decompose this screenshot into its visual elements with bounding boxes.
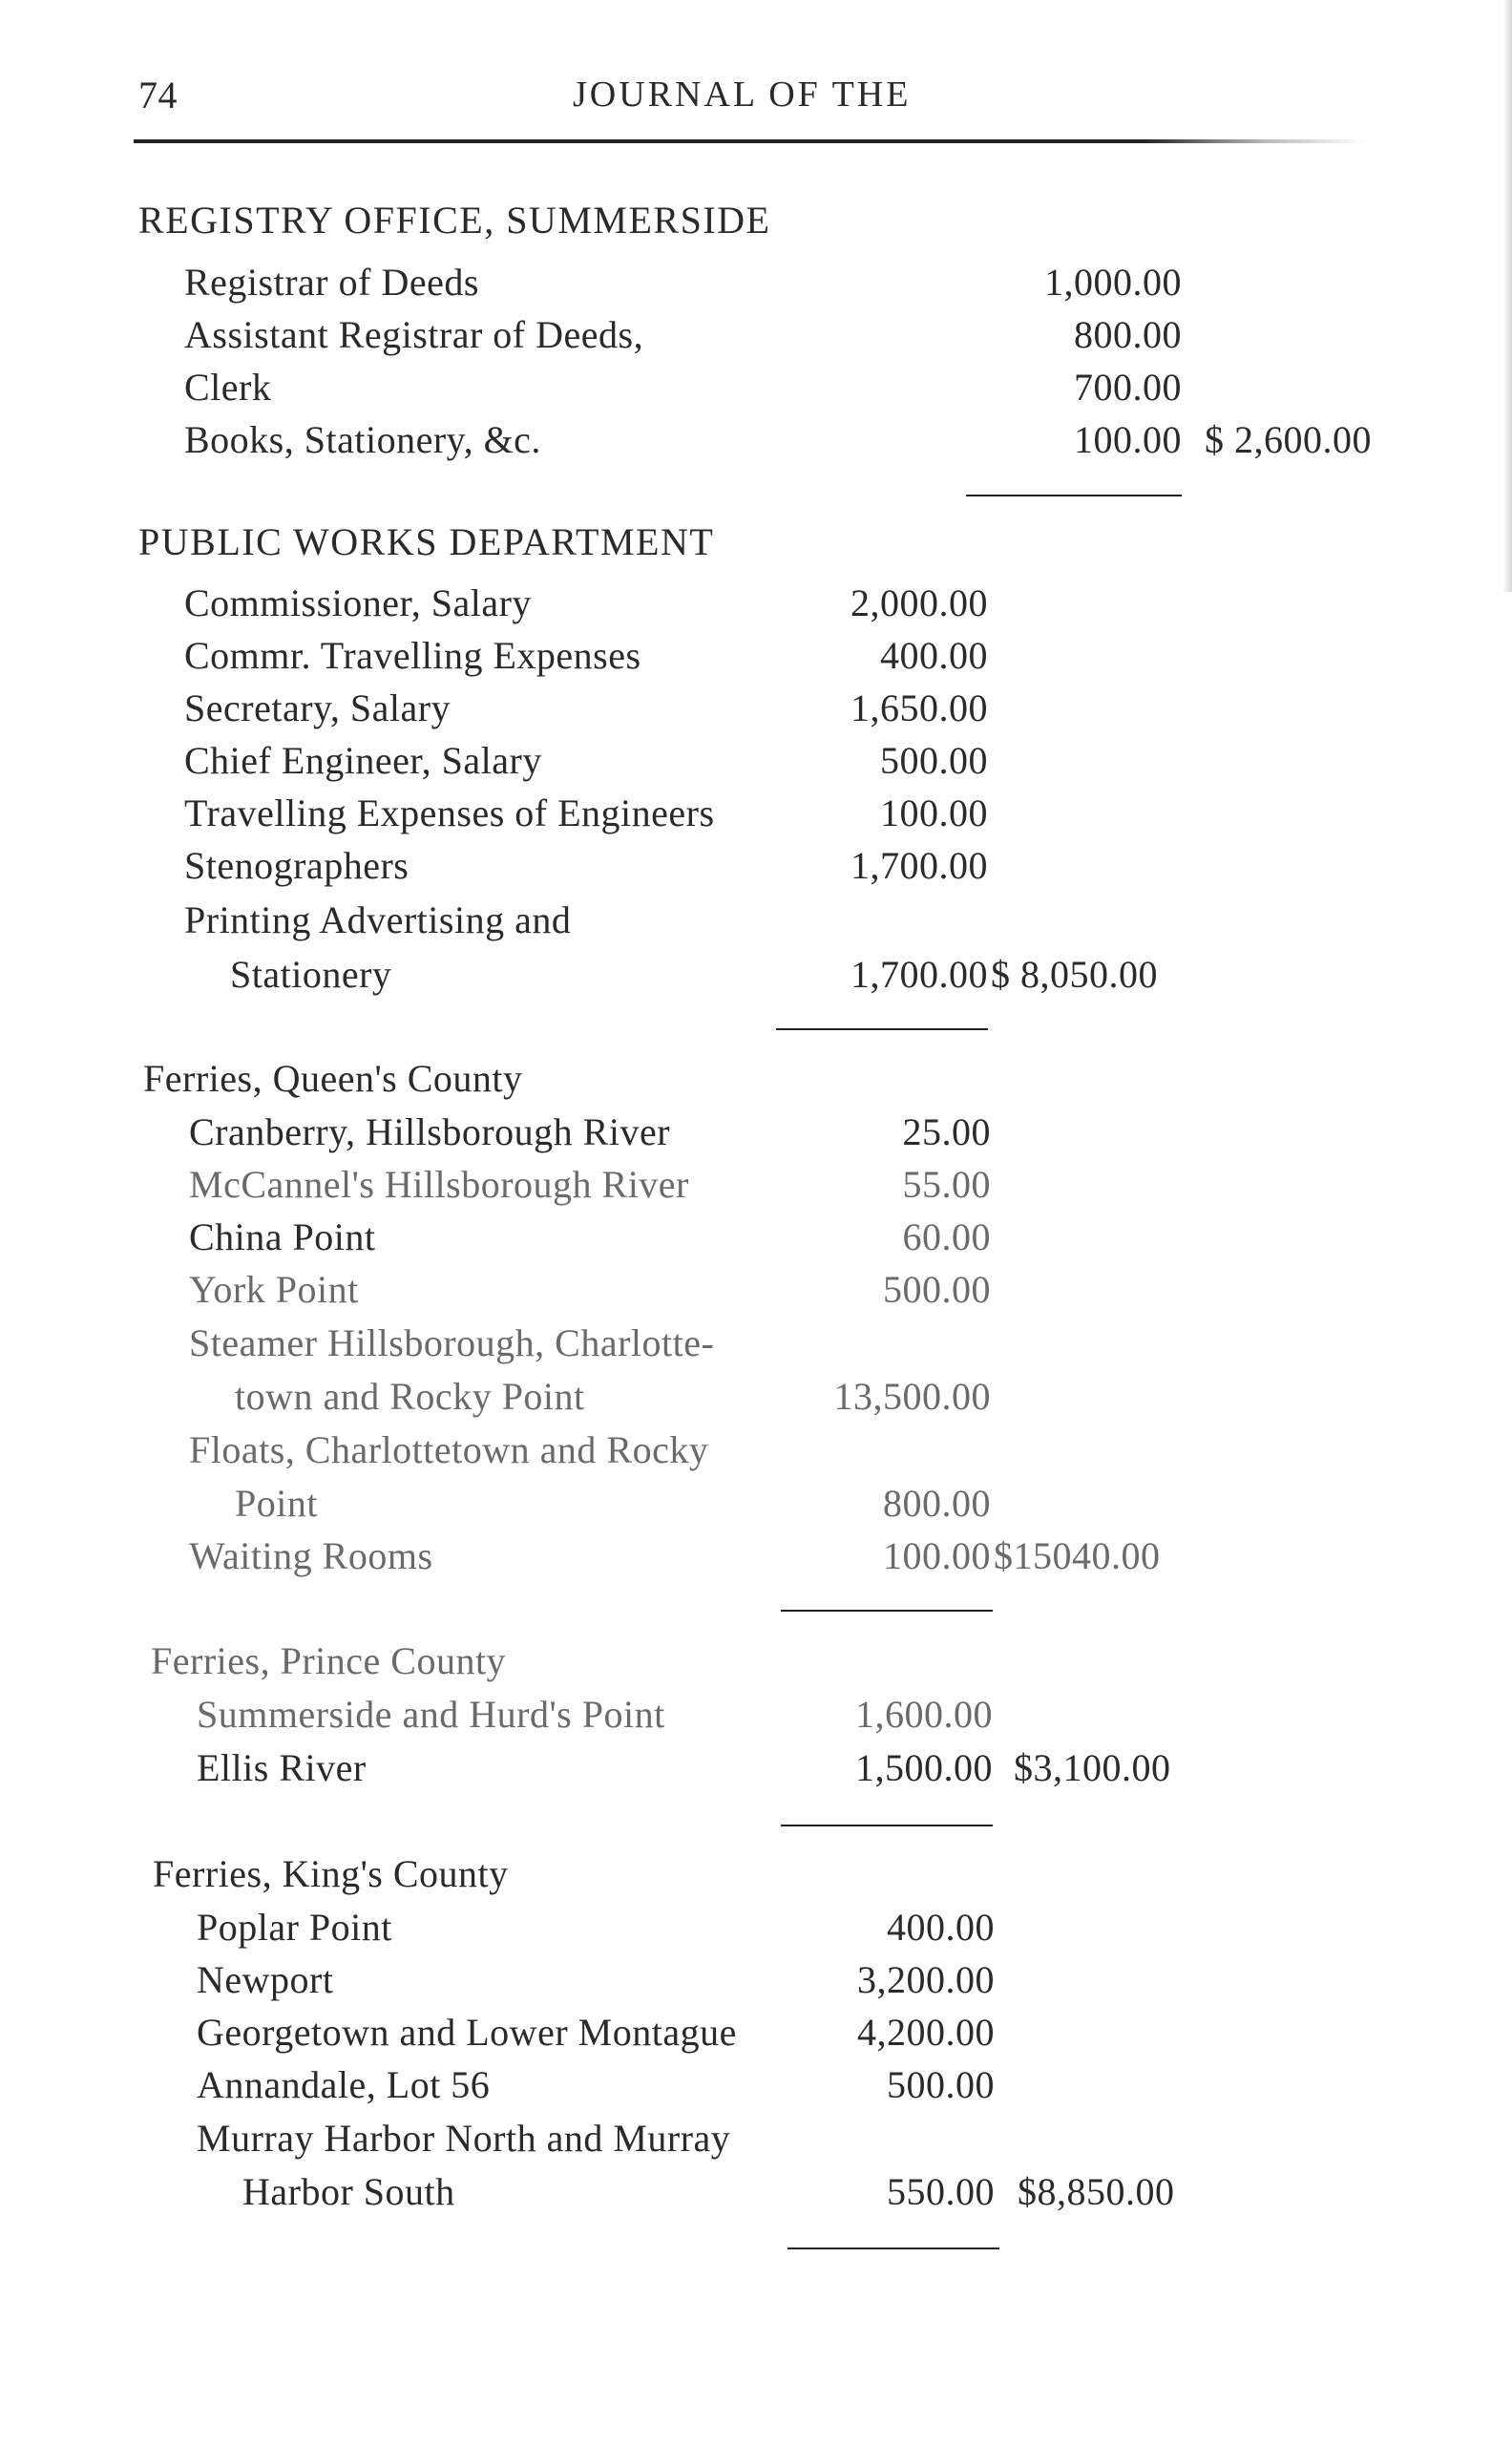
item-label-continued: Harbor South [242, 2170, 455, 2213]
item-label: York Point [189, 1268, 359, 1311]
subtotal-rule [776, 1028, 988, 1030]
item-label: Chief Engineer, Salary [184, 739, 542, 782]
item-amount: 100.00 [880, 791, 988, 834]
item-amount: 1,500.00 [855, 1746, 993, 1789]
item-label: Printing Advertising and [184, 898, 572, 941]
item-label: Poplar Point [197, 1906, 392, 1949]
section-heading: Ferries, Prince County [151, 1639, 507, 1682]
item-label: Newport [197, 1958, 334, 2001]
item-amount: 100.00 [1074, 418, 1182, 461]
item-amount: 2,000.00 [850, 581, 988, 624]
item-amount: 400.00 [880, 634, 988, 677]
item-amount: 100.00 [883, 1534, 991, 1577]
item-amount: 500.00 [883, 1268, 991, 1311]
item-amount: 1,000.00 [1044, 261, 1182, 304]
section-total: $ 8,050.00 [991, 953, 1158, 996]
item-label: Waiting Rooms [189, 1534, 433, 1577]
item-label: Travelling Expenses of Engineers [184, 791, 715, 834]
item-label: Georgetown and Lower Montague [197, 2011, 737, 2054]
item-amount: 500.00 [880, 739, 988, 782]
item-amount: 60.00 [902, 1215, 991, 1258]
item-label: Ellis River [197, 1746, 367, 1789]
item-amount: 1,600.00 [855, 1693, 993, 1736]
item-label: China Point [189, 1215, 376, 1258]
item-label: Commissioner, Salary [184, 581, 532, 624]
header-rule [134, 139, 1365, 143]
section-total: $ 2,600.00 [1205, 418, 1372, 461]
item-amount: 3,200.00 [857, 1958, 995, 2001]
item-amount: 1,700.00 [850, 953, 988, 996]
item-amount: 700.00 [1074, 366, 1182, 409]
section-heading: Ferries, King's County [153, 1852, 509, 1895]
item-amount: 55.00 [902, 1163, 991, 1206]
item-label: Cranberry, Hillsborough River [189, 1110, 671, 1153]
item-amount: 550.00 [887, 2170, 995, 2213]
item-label: Registrar of Deeds [184, 261, 479, 304]
page-edge-shadow [1502, 0, 1512, 592]
item-amount: 500.00 [887, 2063, 995, 2106]
item-amount: 25.00 [902, 1110, 991, 1153]
item-amount: 800.00 [883, 1482, 991, 1525]
subtotal-rule [781, 1610, 993, 1612]
item-label: Clerk [184, 366, 272, 409]
item-label: Summerside and Hurd's Point [197, 1693, 665, 1736]
item-amount: 1,650.00 [850, 686, 988, 729]
item-label: Murray Harbor North and Murray [197, 2117, 731, 2160]
item-label-continued: Stationery [230, 953, 392, 996]
item-label: McCannel's Hillsborough River [189, 1163, 689, 1206]
item-label: Commr. Travelling Expenses [184, 634, 641, 677]
item-amount: 400.00 [887, 1906, 995, 1949]
subtotal-rule [781, 1825, 993, 1826]
item-amount: 800.00 [1074, 313, 1182, 356]
item-label-continued: town and Rocky Point [235, 1375, 585, 1418]
section-heading: Ferries, Queen's County [143, 1057, 523, 1100]
item-label: Books, Stationery, &c. [184, 418, 541, 461]
item-label: Floats, Charlottetown and Rocky [189, 1428, 709, 1471]
page-number: 74 [138, 74, 178, 116]
item-label: Steamer Hillsborough, Charlotte- [189, 1321, 715, 1364]
subtotal-rule [788, 2248, 999, 2249]
item-label: Assistant Registrar of Deeds, [184, 313, 644, 356]
subtotal-rule [966, 495, 1182, 496]
section-total: $15040.00 [994, 1534, 1161, 1577]
item-label: Annandale, Lot 56 [197, 2063, 491, 2106]
section-total: $8,850.00 [1018, 2170, 1175, 2213]
item-amount: 4,200.00 [857, 2011, 995, 2054]
section-heading: REGISTRY OFFICE, SUMMERSIDE [138, 199, 771, 242]
item-label: Secretary, Salary [184, 686, 452, 729]
section-heading: PUBLIC WORKS DEPARTMENT [138, 520, 715, 563]
item-label-continued: Point [235, 1482, 318, 1525]
item-amount: 13,500.00 [833, 1375, 991, 1418]
running-title: JOURNAL OF THE [573, 74, 912, 115]
section-total: $3,100.00 [1014, 1746, 1171, 1789]
item-amount: 1,700.00 [850, 844, 988, 887]
item-label: Stenographers [184, 844, 410, 887]
